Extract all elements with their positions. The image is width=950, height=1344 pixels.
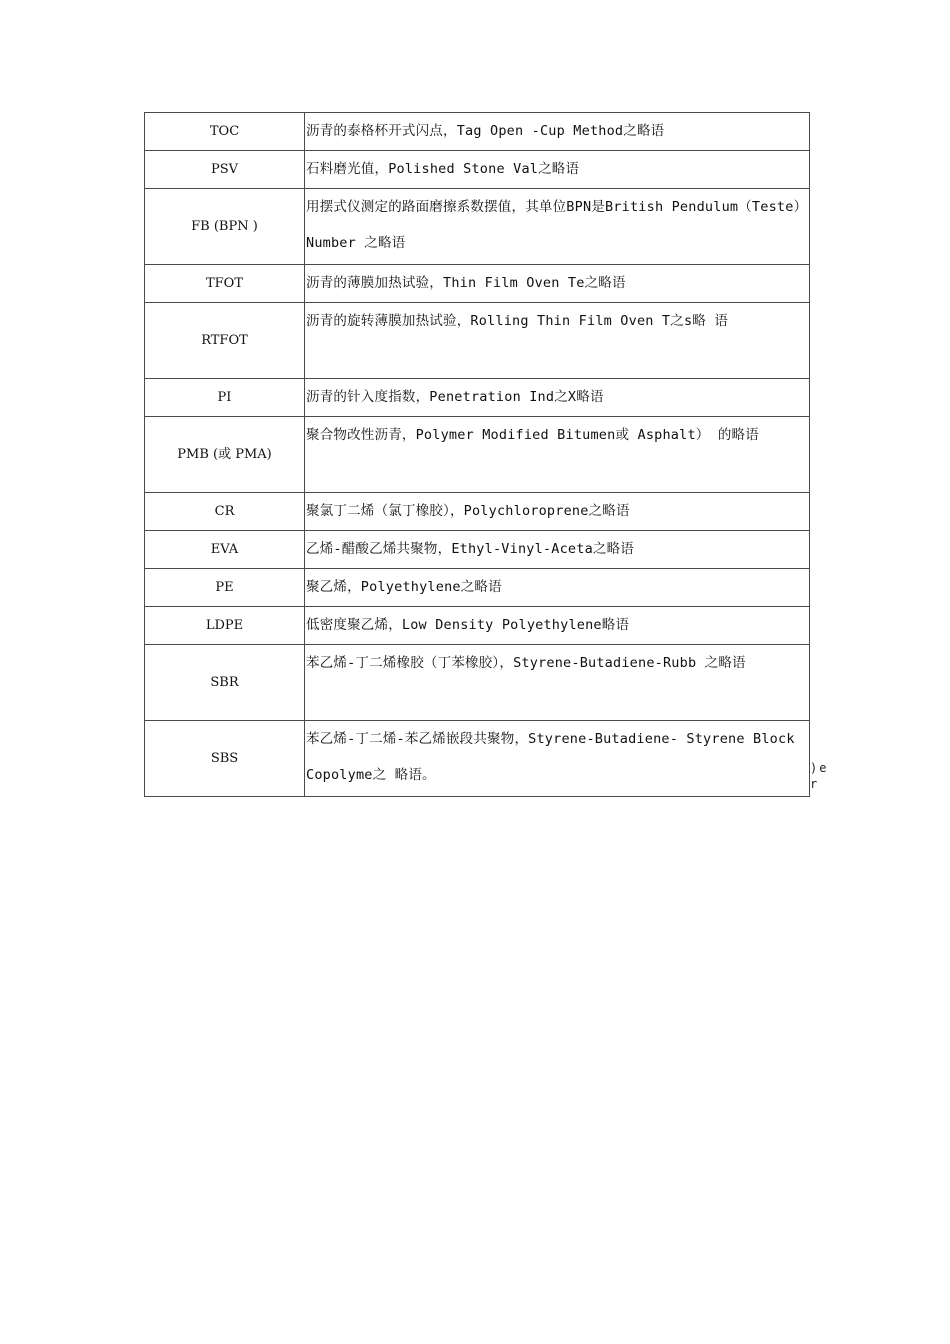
- description-cell: [305, 379, 810, 417]
- abbreviation-cell: CR: [145, 493, 305, 531]
- abbreviation-cell: PI: [145, 379, 305, 417]
- table-row: [145, 265, 810, 303]
- abbreviation-cell: SBR: [145, 645, 305, 721]
- description-text: 聚合物改性沥青，Polymer Modified Bitumen或 Asphalt） 的略语: [306, 427, 759, 443]
- table-row: [145, 531, 810, 569]
- overflow-text-fragment: )e r: [810, 761, 829, 791]
- abbreviation-cell: FB (BPN ): [145, 189, 305, 265]
- description-text: 低密度聚乙烯，Low Density Polyethylene略语: [306, 617, 630, 633]
- abbreviation-cell: TFOT: [145, 265, 305, 303]
- description-text: 沥青的泰格杯开式闪点，Tag Open -Cup Method之略语: [306, 123, 665, 139]
- table-row: [145, 151, 810, 189]
- description-text: 沥青的针入度指数，Penetration Ind之X略语: [306, 389, 604, 405]
- description-cell: [305, 417, 810, 493]
- description-cell: [305, 607, 810, 645]
- description-text: 石料磨光值，Polished Stone Val之略语: [306, 161, 580, 177]
- description-text: 苯乙烯-丁二烯橡胶（丁苯橡胶），Styrene-Butadiene-Rubb 之略语: [306, 655, 746, 671]
- description-text: 苯乙烯-丁二烯-苯乙烯嵌段共聚物，Styrene-Butadiene- Styrene Block Copolyme之 略语。: [306, 731, 795, 783]
- description-text: 用摆式仪测定的路面磨擦系数摆值，其单位BPN是British Pendulum（Teste）Number 之略语: [306, 199, 808, 251]
- abbreviation-cell: PE: [145, 569, 305, 607]
- description-cell: [305, 303, 810, 379]
- abbreviation-cell: PSV: [145, 151, 305, 189]
- description-text: 聚氯丁二烯（氯丁橡胶），Polychloroprene之略语: [306, 503, 630, 519]
- description-text: 沥青的旋转薄膜加热试验，Rolling Thin Film Oven T之s略 语: [306, 313, 729, 329]
- description-cell: [305, 151, 810, 189]
- abbreviation-cell: SBS: [145, 721, 305, 797]
- description-cell: [305, 189, 810, 265]
- description-text: 聚乙烯，Polyethylene之略语: [306, 579, 502, 595]
- description-cell: [305, 531, 810, 569]
- description-text: 乙烯-醋酸乙烯共聚物，Ethyl-Vinyl-Aceta之略语: [306, 541, 634, 557]
- abbreviation-cell: LDPE: [145, 607, 305, 645]
- table-row: [145, 569, 810, 607]
- table-row: [145, 721, 810, 797]
- abbreviation-cell: RTFOT: [145, 303, 305, 379]
- table-row: [145, 645, 810, 721]
- description-cell: [305, 493, 810, 531]
- description-text: 沥青的薄膜加热试验，Thin Film Oven Te之略语: [306, 275, 626, 291]
- description-cell: [305, 569, 810, 607]
- abbreviation-cell: TOC: [145, 113, 305, 151]
- description-cell: [305, 721, 810, 797]
- description-cell: [305, 645, 810, 721]
- abbreviation-cell: EVA: [145, 531, 305, 569]
- table-row: [145, 113, 810, 151]
- table-row: [145, 607, 810, 645]
- abbreviation-table: [144, 112, 810, 797]
- abbreviation-cell: PMB (或 PMA): [145, 417, 305, 493]
- abbreviation-table-body: [145, 113, 810, 797]
- table-row: [145, 303, 810, 379]
- table-row: [145, 379, 810, 417]
- description-cell: [305, 113, 810, 151]
- table-row: [145, 493, 810, 531]
- table-row: [145, 417, 810, 493]
- description-cell: [305, 265, 810, 303]
- table-row: [145, 189, 810, 265]
